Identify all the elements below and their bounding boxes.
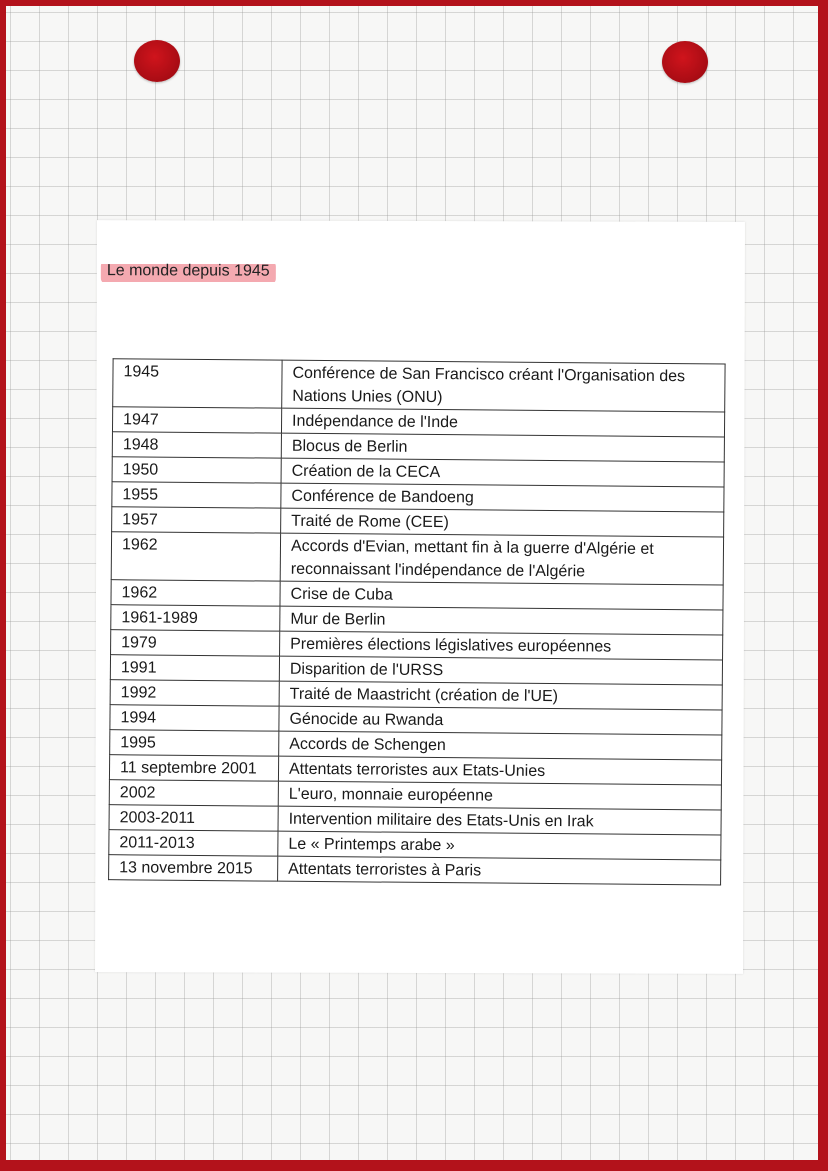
date-cell: 2002 xyxy=(109,780,278,806)
event-cell: Création de la CECA xyxy=(281,458,724,487)
grid-paper-sheet xyxy=(6,6,818,1160)
event-cell: Attentats terroristes aux Etats-Unies xyxy=(278,756,721,785)
event-cell: Premières élections législatives européennes xyxy=(280,631,723,660)
event-cell: Génocide au Rwanda xyxy=(279,706,722,735)
date-cell: 1992 xyxy=(110,680,279,706)
event-cell: Intervention militaire des Etats-Unis en Irak xyxy=(278,806,721,835)
event-cell: Attentats terroristes à Paris xyxy=(278,856,721,885)
date-cell: 1991 xyxy=(110,655,279,681)
timeline-body xyxy=(109,359,726,885)
date-cell: 1995 xyxy=(110,730,279,756)
event-cell: Accords d'Evian, mettant fin à la guerre d'Algérie et reconnaissant l'indépendance de l'Algérie xyxy=(280,533,723,585)
table-row xyxy=(109,855,721,885)
event-cell: Le « Printemps arabe » xyxy=(278,831,721,860)
date-cell: 1955 xyxy=(112,482,281,508)
event-cell: Crise de Cuba xyxy=(280,581,723,610)
event-cell: L'euro, monnaie européenne xyxy=(278,781,721,810)
date-cell: 2011-2013 xyxy=(109,830,278,856)
date-cell: 11 septembre 2001 xyxy=(109,755,278,781)
date-cell: 1962 xyxy=(111,532,280,581)
date-cell: 1979 xyxy=(111,630,280,656)
printed-card xyxy=(95,220,745,974)
binder-hole-right xyxy=(662,41,708,83)
date-cell: 1945 xyxy=(113,359,282,408)
event-cell: Accords de Schengen xyxy=(279,731,722,760)
event-cell: Indépendance de l'Inde xyxy=(281,408,724,437)
event-cell: Mur de Berlin xyxy=(280,606,723,635)
date-cell: 13 novembre 2015 xyxy=(109,855,278,881)
date-cell: 1947 xyxy=(112,407,281,433)
date-cell: 2003-2011 xyxy=(109,805,278,831)
date-cell: 1994 xyxy=(110,705,279,731)
timeline-table xyxy=(108,358,726,885)
event-cell: Traité de Maastricht (création de l'UE) xyxy=(279,681,722,710)
date-cell: 1961-1989 xyxy=(111,605,280,631)
date-cell: 1950 xyxy=(112,457,281,483)
date-cell: 1962 xyxy=(111,580,280,606)
table-row xyxy=(113,359,725,412)
table-row xyxy=(111,532,723,585)
event-cell: Conférence de Bandoeng xyxy=(281,483,724,512)
binder-hole-left xyxy=(134,40,180,82)
event-cell: Conférence de San Francisco créant l'Organisation des Nations Unies (ONU) xyxy=(282,360,725,412)
date-cell: 1948 xyxy=(112,432,281,458)
date-cell: 1957 xyxy=(112,507,281,533)
event-cell: Traité de Rome (CEE) xyxy=(281,508,724,537)
event-cell: Disparition de l'URSS xyxy=(279,656,722,685)
event-cell: Blocus de Berlin xyxy=(281,433,724,462)
page-title: Le monde depuis 1945 xyxy=(101,260,276,284)
